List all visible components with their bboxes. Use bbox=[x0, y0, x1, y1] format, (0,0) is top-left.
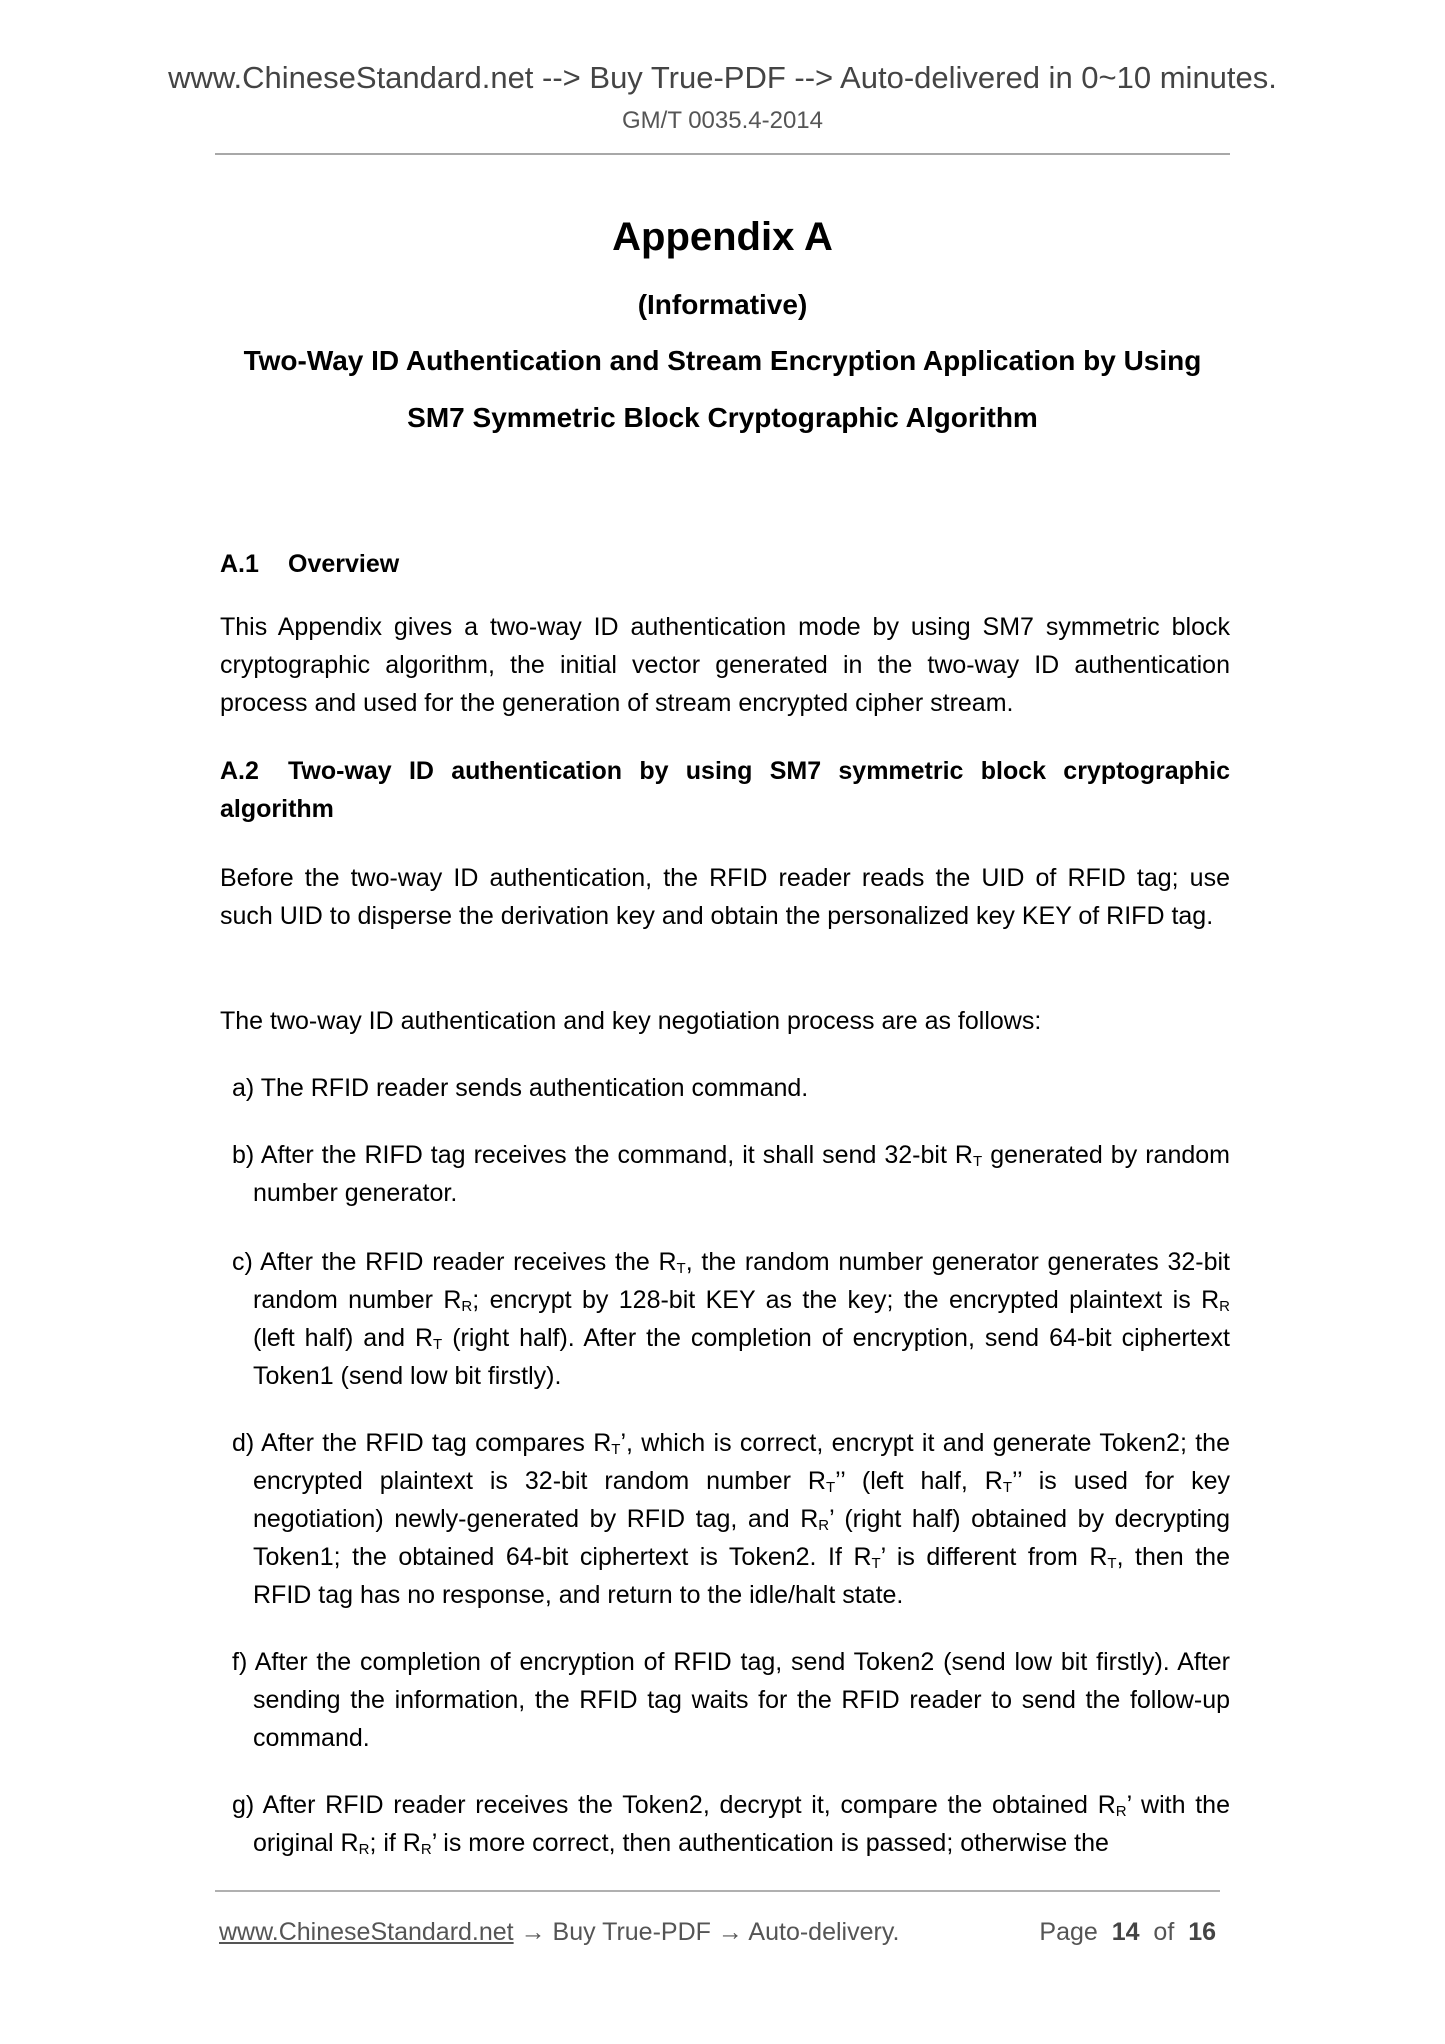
footer-promo bbox=[219, 1915, 899, 1949]
appendix-subtitle-line-2: SM7 Symmetric Block Cryptographic Algorithm bbox=[407, 402, 1038, 433]
subscript: R bbox=[461, 1298, 473, 1315]
step-text: ’ with the original R bbox=[253, 1791, 1230, 1857]
subscript: R bbox=[818, 1517, 830, 1534]
footer-site-link[interactable]: www.ChineseStandard.net bbox=[219, 1918, 514, 1946]
subscript: T bbox=[433, 1336, 443, 1353]
list-item-g bbox=[232, 1786, 1230, 1862]
appendix-subtitle-line-1: Two-Way ID Authentication and Stream Encryption Application by Using bbox=[243, 345, 1202, 376]
header-divider bbox=[215, 153, 1230, 155]
step-text: generated by random number generator. bbox=[253, 1141, 1230, 1207]
section-title: Two-way ID authentication by using SM7 symmetric block cryptographic algorithm bbox=[220, 757, 1230, 823]
subscript: R bbox=[420, 1841, 432, 1858]
step-text: ’’ (left half, R bbox=[835, 1467, 1003, 1495]
footer-divider bbox=[215, 1890, 1220, 1892]
subscript: T bbox=[676, 1260, 686, 1277]
subscript: T bbox=[871, 1555, 881, 1572]
list-item-b bbox=[232, 1136, 1230, 1212]
subscript: T bbox=[1107, 1555, 1117, 1572]
arrow-icon: → bbox=[513, 1918, 553, 1946]
paragraph-process-intro: The two-way ID authentication and key negotiation process are as follows: bbox=[220, 1007, 1042, 1035]
page-of-label: of bbox=[1153, 1918, 1175, 1946]
subscript: T bbox=[611, 1441, 621, 1458]
step-text: f) After the completion of encryption of RFID tag, send Token2 (send low bit firstly). After sending the information, the RFID tag waits for the RFID reader to send the follow-up command. bbox=[232, 1648, 1230, 1752]
step-text: ’’ is used for key negotiation) newly-generated by RFID tag, and R bbox=[253, 1467, 1231, 1533]
subscript: R bbox=[1219, 1298, 1230, 1315]
page-current: 14 bbox=[1111, 1918, 1140, 1946]
page-number bbox=[1039, 1915, 1216, 1949]
step-text: ’ (right half) obtained by decrypting Token1; the obtained 64-bit ciphertext is Token2. If R bbox=[253, 1505, 1231, 1571]
step-text: c) After the RFID reader receives the R bbox=[232, 1248, 677, 1276]
step-text: ’ is different from R bbox=[880, 1543, 1108, 1571]
paragraph-uid: Before the two-way ID authentication, the RFID reader reads the UID of RFID tag; use such UID to disperse the derivation key and obtain the personalized key KEY of RIFD tag. bbox=[220, 864, 1230, 930]
subscript: T bbox=[1002, 1479, 1012, 1496]
step-text: ; encrypt by 128-bit KEY as the key; the encrypted plaintext is R bbox=[472, 1286, 1220, 1314]
subscript: T bbox=[973, 1153, 983, 1170]
step-text: , then the RFID tag has no response, and return to the idle/halt state. bbox=[253, 1543, 1230, 1609]
page-label: Page bbox=[1039, 1918, 1098, 1946]
subscript: T bbox=[825, 1479, 836, 1496]
overview-paragraph: This Appendix gives a two-way ID authentication mode by using SM7 symmetric block cryptographic algorithm, the initial vector generated in the two-way ID authentication process and used for the generation of stream encrypted cipher stream. bbox=[220, 613, 1230, 717]
list-item-a bbox=[232, 1069, 1230, 1107]
arrow-icon: → bbox=[710, 1918, 749, 1946]
list-item-c bbox=[232, 1243, 1230, 1395]
list-item-d bbox=[232, 1424, 1230, 1614]
step-text: ’ is more correct, then authentication is passed; otherwise the bbox=[431, 1829, 1109, 1857]
page-total: 16 bbox=[1188, 1918, 1216, 1946]
step-text: ; if R bbox=[369, 1829, 421, 1857]
section-heading-a1 bbox=[220, 545, 1230, 583]
header-banner: www.ChineseStandard.net --> Buy True-PDF --> Auto-delivered in 0~10 minutes. bbox=[168, 60, 1277, 95]
appendix-title: Appendix A bbox=[612, 215, 833, 259]
section-heading-a2 bbox=[220, 752, 1230, 828]
subscript: R bbox=[1115, 1803, 1127, 1820]
section-title: Overview bbox=[288, 550, 400, 578]
step-text: , the random number generator generates 32-bit random number R bbox=[253, 1248, 1231, 1314]
section-number: A.2 bbox=[220, 757, 259, 785]
step-text: ’, which is correct, encrypt it and generate Token2; the encrypted plaintext is 32-bit random number R bbox=[253, 1429, 1230, 1495]
list-item-f bbox=[232, 1643, 1230, 1757]
step-text: g) After RFID reader receives the Token2, decrypt it, compare the obtained R bbox=[232, 1791, 1116, 1819]
step-text: a) The RFID reader sends authentication command. bbox=[232, 1074, 809, 1102]
subscript: R bbox=[358, 1841, 370, 1858]
step-text: (left half) and R bbox=[253, 1324, 434, 1352]
section-number: A.1 bbox=[220, 550, 259, 578]
footer-text: Buy True-PDF bbox=[552, 1918, 711, 1946]
step-text: d) After the RFID tag compares R bbox=[232, 1429, 612, 1457]
footer-text: Auto-delivery. bbox=[748, 1918, 900, 1946]
step-text: (right half). After the completion of encryption, send 64-bit ciphertext Token1 (send low bit firstly). bbox=[253, 1324, 1230, 1390]
appendix-qualifier: (Informative) bbox=[637, 289, 808, 320]
step-text: b) After the RIFD tag receives the command, it shall send 32-bit R bbox=[232, 1141, 973, 1169]
standard-code: GM/T 0035.4-2014 bbox=[621, 107, 823, 134]
